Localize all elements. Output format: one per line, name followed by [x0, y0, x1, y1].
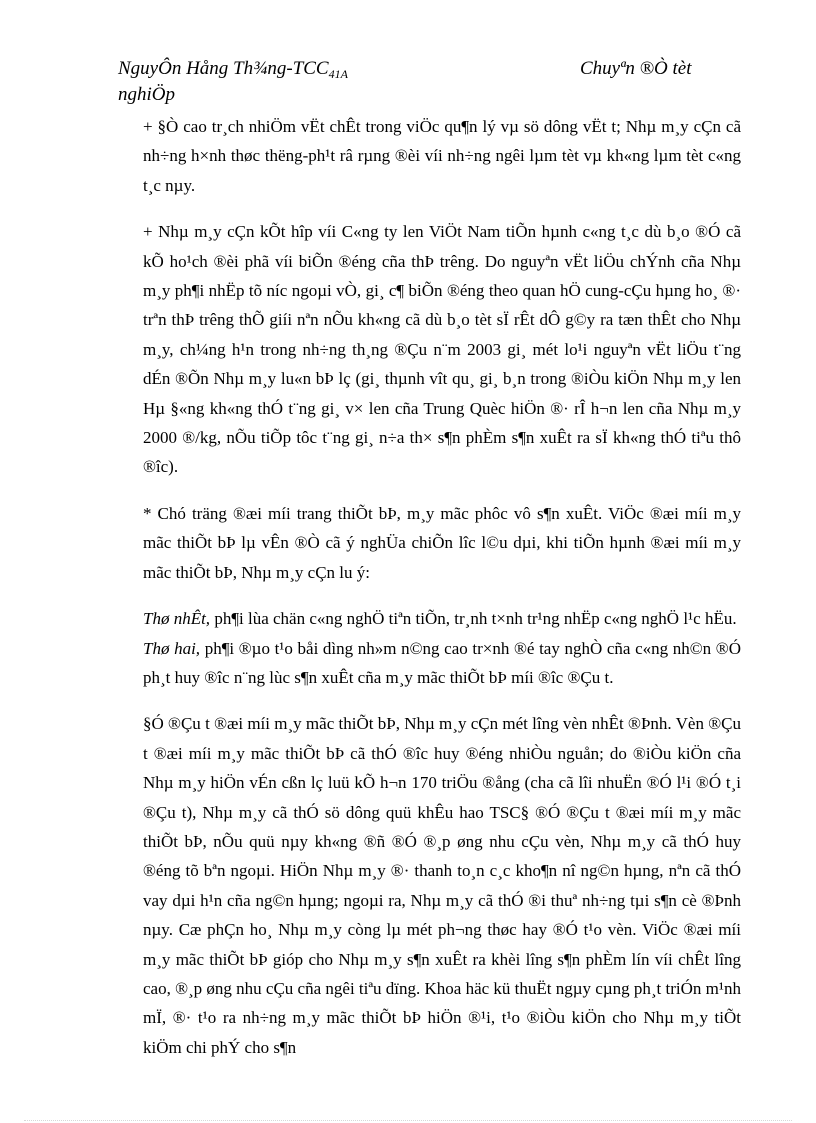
- paragraph-text: ph¶i lùa chän c«ng nghÖ tiªn tiÕn, tr¸nh t×nh tr¹ng nhËp c«ng nghÖ l¹c hËu.: [210, 609, 737, 629]
- page-header: [118, 56, 718, 108]
- paragraph-raise-responsibility: [143, 112, 741, 200]
- paragraph-first-point: [143, 604, 741, 633]
- paragraph-investment-capital: [143, 709, 741, 1062]
- paragraph-equipment-renewal: [143, 499, 741, 587]
- author-name: NguyÔn Hång Th¾ng-TCC: [118, 58, 329, 79]
- document-body: [143, 112, 741, 1062]
- paragraph-text: + §Ò cao tr¸ch nhiÖm vËt chÊt trong viÖc qu¶n lý vµ sö dông vËt t; Nhµ m¸y cÇn cã nh÷ng h×nh thøc thëng-ph¹t râ rµng ®èi víi nh÷ng ngêi lµm tèt vµ kh«ng lµm tèt c«ng t¸c nµy.: [143, 117, 741, 195]
- paragraph-lead: Thø hai,: [143, 638, 201, 658]
- paragraph-second-point: [143, 634, 741, 693]
- page-bottom-divider: [24, 1120, 792, 1121]
- document-type-continued: nghiÖp: [118, 84, 175, 105]
- paragraph-text: ph¶i ®µo t¹o båi dìng nh»m n©ng cao tr×nh ®é tay nghÒ cña c«ng nh©n ®Ó ph¸t huy ®îc n¨ng lùc s¶n xuÊt cña m¸y mãc thiÕt bÞ míi ®îc ®Çu t.: [143, 638, 741, 687]
- class-subscript: 41A: [328, 67, 348, 81]
- paragraph-text: * Chó träng ®æi míi trang thiÕt bÞ, m¸y mãc phôc vô s¶n xuÊt. ViÖc ®æi míi m¸y mãc thiÕt bÞ lµ vÊn ®Ò cã ý nghÜa chiÕn lîc l©u dµi, khi tiÕn hµnh ®æi míi m¸y mãc thiÕt bÞ, Nhµ m¸y cÇn lu ý:: [143, 503, 741, 582]
- document-type: Chuyªn ®Ò tèt: [580, 58, 692, 79]
- paragraph-lead: Thø nhÊt,: [143, 609, 211, 629]
- paragraph-text: + Nhµ m¸y cÇn kÕt hîp víi C«ng ty len ViÖt Nam tiÕn hµnh c«ng t¸c dù b¸o ®Ó cã kÕ ho¹ch ®èi phã víi biÕn ®éng cña thÞ trêng. Do nguyªn vËt liÖu chÝnh cña Nhµ m¸y ph¶i nhËp tõ níc ngoµi vÒ, gi¸ c¶ biÕn ®éng theo quan hÖ cung-cÇu hµng ho¸ ®· trªn thÞ trêng thÕ giíi nªn nÕu kh«ng cã dù b¸o tèt sÏ rÊt dÔ g©y ra tæn thÊt cho Nhµ m¸y, ch¼ng h¹n trong nh÷ng th¸ng ®Çu n¨m 2003 gi¸ mét lo¹i nguyªn vËt liÖu t¨ng dÉn ®Õn Nhµ m¸y lu«n bÞ lç (gi¸ thµnh vît qu¸ gi¸ b¸n trong ®iÒu kiÖn Nhµ m¸y len Hµ §«ng kh«ng thÓ t¨ng gi¸ v× len cña Trung Quèc hiÖn ®· rÎ h¬n len cña Nhµ m¸y 2000 ®/kg, nÕu tiÕp tôc t¨ng gi¸ n÷a th× s¶n phÈm s¶n xuÊt ra sÏ kh«ng thÓ tiªu thô ®îc).: [143, 222, 741, 477]
- paragraph-text: §Ó ®Çu t ®æi míi m¸y mãc thiÕt bÞ, Nhµ m¸y cÇn mét lîng vèn nhÊt ®Þnh. Vèn ®Çu t ®æi míi m¸y mãc thiÕt bÞ cã thÓ ®îc huy ®éng nhiÒu nguån; do ®iÒu kiÖn cña Nhµ m¸y hiÖn vÉn cßn lç luü kÕ h¬n 170 triÖu ®ång (cha cã lîi nhuËn ®Ó l¹i ®Ó t¸i ®Çu t), Nhµ m¸y cã thÓ sö dông quü khÊu hao TSC§ ®Ó ®Çu t ®æi míi m¸y mãc thiÕt bÞ, nÕu quü nµy kh«ng ®ñ ®Ó ®¸p øng nhu cÇu vèn, Nhµ m¸y cã thÓ huy ®éng tõ bªn ngoµi. HiÖn Nhµ m¸y ®· thanh to¸n c¸c kho¶n nî ng©n hµng, nªn cã thÓ vay dµi h¹n cña ng©n hµng; ngoµi ra, Nhµ m¸y cã thÓ ®i thuª nh÷ng tµi s¶n cè ®Þnh nµy. Cæ phÇn ho¸ Nhµ m¸y còng lµ mét ph¬ng thøc hay ®Ó t¹o vèn. ViÖc ®æi míi m¸y mãc thiÕt bÞ gióp cho Nhµ m¸y s¶n xuÊt ra khèi lîng s¶n phÈm lín víi chÊt lîng cao, ®¸p øng nhu cÇu cña ngêi tiªu dïng. Khoa häc kü thuËt ngµy cµng ph¸t triÓn m¹nh mÏ, ®· t¹o ra nh÷ng m¸y mãc thiÕt bÞ hiÖn ®¹i, t¹o ®iÒu kiÖn cho Nhµ m¸y tiÕt kiÖm chi phÝ cho s¶n: [143, 714, 741, 1057]
- paragraph-forecasting: [143, 217, 741, 482]
